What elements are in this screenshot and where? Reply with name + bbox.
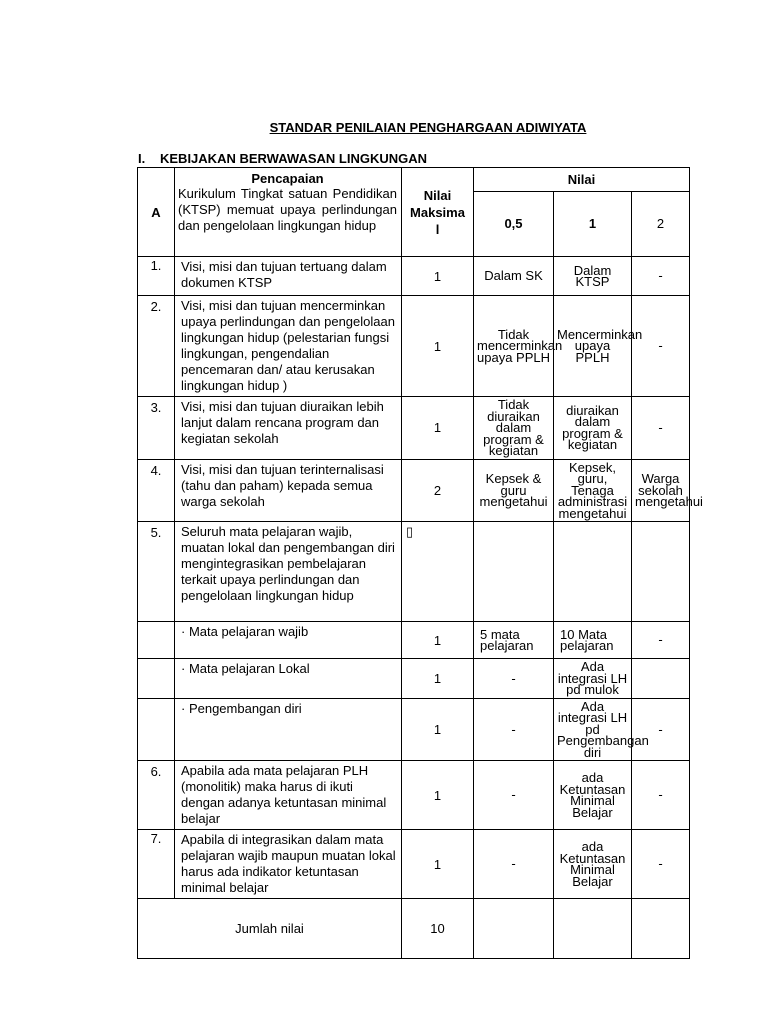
row-description: Visi, misi dan tujuan mencerminkan upaya perlindungan dan pengelolaan lingkungan hidup (pelestarian fungsi lingkungan, pengendalian pencemaran dan/ atau kerusakan lingkungan hidup ): [175, 296, 402, 397]
row-score-2: -: [632, 622, 690, 659]
row-score-05: Tidak mencerminkan upaya PPLH: [474, 296, 554, 397]
table-row: [138, 659, 690, 699]
row-score-2: [632, 659, 690, 699]
row-score-1: Dalam KTSP: [554, 257, 632, 296]
row-score-1: ada Ketuntasan Minimal Belajar: [554, 761, 632, 830]
row-score-1: Ada integrasi LH pd Pengembangan diri: [554, 698, 632, 761]
row-number: 7.: [138, 830, 175, 899]
total-value: 10: [402, 899, 474, 959]
table-row: [138, 296, 690, 397]
section-heading: [138, 151, 427, 166]
row-max-score: 1: [402, 698, 474, 761]
row-score-05: -: [474, 659, 554, 699]
total-score-1: [554, 899, 632, 959]
total-score-2: [632, 899, 690, 959]
row-score-2: Warga sekolah mengetahui: [632, 459, 690, 522]
row-score-1: ada Ketuntasan Minimal Belajar: [554, 830, 632, 899]
row-max-score: 1: [402, 257, 474, 296]
row-score-05: 5 mata pelajaran: [474, 622, 554, 659]
row-score-05: -: [474, 830, 554, 899]
row-score-05: [474, 522, 554, 622]
row-score-05: -: [474, 698, 554, 761]
row-max-score: [402, 522, 474, 622]
row-score-1: Kepsek, guru, Tenaga administrasi mengetahui: [554, 459, 632, 522]
section-title: KEBIJAKAN BERWAWASAN LINGKUNGAN: [160, 151, 427, 166]
row-max-score: 1: [402, 622, 474, 659]
row-number: [138, 659, 175, 699]
row-max-score: 1: [402, 830, 474, 899]
row-number: 6.: [138, 761, 175, 830]
row-description: Apabila di integrasikan dalam mata pelajaran wajib maupun muatan lokal harus ada indikator ketuntasan minimal belajar: [175, 830, 402, 899]
row-score-2: -: [632, 397, 690, 460]
row-score-05: Kepsek & guru mengetahui: [474, 459, 554, 522]
row-max-score: 1: [402, 397, 474, 460]
row-description: Seluruh mata pelajaran wajib, muatan lokal dan pengembangan diri mengintegrasikan pembelajaran terkait upaya perlindungan dan pengelolaan lingkungan hidup: [175, 522, 402, 622]
header-nilai: Nilai: [474, 168, 690, 192]
row-score-1: Ada integrasi LH pd mulok: [554, 659, 632, 699]
header-achievement: [175, 168, 402, 257]
row-description: · Mata pelajaran Lokal: [175, 659, 402, 699]
row-number: 4.: [138, 459, 175, 522]
row-score-2: -: [632, 698, 690, 761]
table-row: [138, 761, 690, 830]
header-score-05: 0,5: [474, 191, 554, 256]
row-max-score: 2: [402, 459, 474, 522]
row-score-05: -: [474, 761, 554, 830]
row-description: Visi, misi dan tujuan tertuang dalam dokumen KTSP: [175, 257, 402, 296]
row-number: 2.: [138, 296, 175, 397]
row-score-1: Mencerminkan upaya PPLH: [554, 296, 632, 397]
table-row: [138, 830, 690, 899]
row-max-score: 1: [402, 659, 474, 699]
header-score-1: 1: [554, 191, 632, 256]
header-achievement-text: Kurikulum Tingkat satuan Pendidikan (KTSP) memuat upaya perlindungan dan pengelolaan lingkungan hidup: [178, 186, 397, 233]
row-description: Visi, misi dan tujuan diuraikan lebih lanjut dalam rencana program dan kegiatan sekolah: [175, 397, 402, 460]
table-row: [138, 698, 690, 761]
row-number: [138, 622, 175, 659]
row-score-1: [554, 522, 632, 622]
header-achievement-label: Pencapaian: [251, 171, 324, 186]
row-number: 1.: [138, 257, 175, 296]
row-score-2: -: [632, 257, 690, 296]
row-score-1: 10 Mata pelajaran: [554, 622, 632, 659]
section-number: I.: [138, 151, 146, 166]
header-max-score: Nilai Maksima l: [402, 168, 474, 257]
table-row: [138, 257, 690, 296]
row-score-2: -: [632, 761, 690, 830]
total-label: Jumlah nilai: [138, 899, 402, 959]
row-score-1: diuraikan dalam program & kegiatan: [554, 397, 632, 460]
table-row: [138, 397, 690, 460]
header-col-a: A: [138, 168, 175, 257]
row-description: Visi, misi dan tujuan terinternalisasi (tahu dan paham) kepada semua warga sekolah: [175, 459, 402, 522]
row-description: Apabila ada mata pelajaran PLH (monolitik) maka harus di ikuti dengan adanya ketuntasan minimal belajar: [175, 761, 402, 830]
row-score-05: Dalam SK: [474, 257, 554, 296]
row-score-2: [632, 522, 690, 622]
total-score-05: [474, 899, 554, 959]
missing-glyph-box: ▯: [406, 524, 414, 539]
row-max-score: 1: [402, 296, 474, 397]
header-score-2: 2: [632, 191, 690, 256]
row-score-2: -: [632, 830, 690, 899]
row-max-score: 1: [402, 761, 474, 830]
row-number: 5.: [138, 522, 175, 622]
row-description: · Mata pelajaran wajib: [175, 622, 402, 659]
row-description: · Pengembangan diri: [175, 698, 402, 761]
table-row: [138, 459, 690, 522]
table-row: [138, 522, 690, 622]
document-title: STANDAR PENILAIAN PENGHARGAAN ADIWIYATA: [269, 120, 587, 135]
row-number: 3.: [138, 397, 175, 460]
total-row: [138, 899, 690, 959]
row-score-05: Tidak diuraikan dalam program & kegiatan: [474, 397, 554, 460]
row-score-2: -: [632, 296, 690, 397]
row-number: [138, 698, 175, 761]
assessment-table: [137, 167, 703, 959]
table-row: [138, 622, 690, 659]
